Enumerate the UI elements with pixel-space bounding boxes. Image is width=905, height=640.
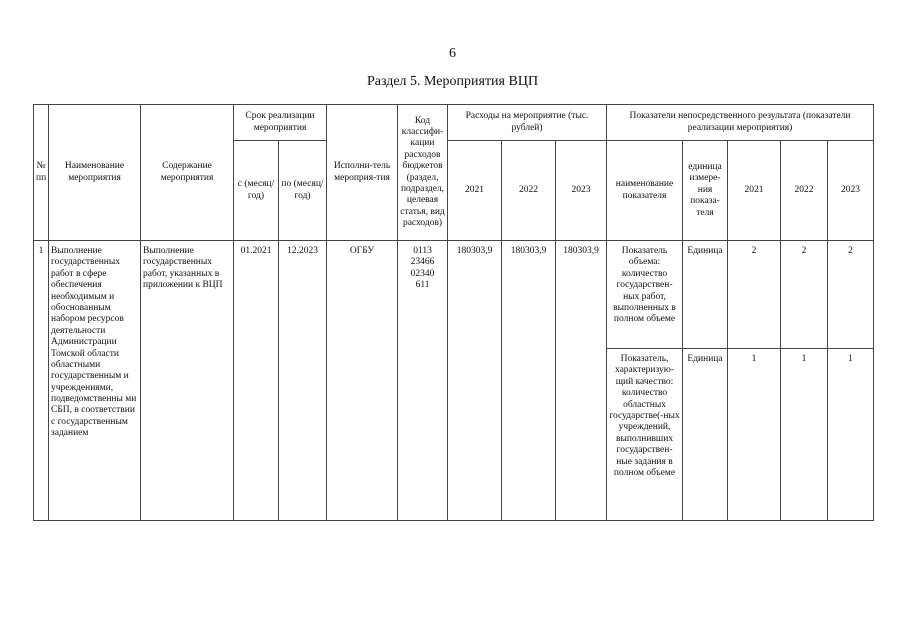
header-ind-2021: 2021 [728,141,781,241]
row-name: Выполнение государственных работ в сфере обеспечения необходимым и обоснованным набором ресурсов деятельности Администрации Томской области областными государственным и учреждениями, подведомственны ми СБП, в соответствии с государственным заданием [49,241,141,521]
header-exp-2021: 2021 [448,141,502,241]
header-indicators: Показатели непосредственного результата (показатели реализации мероприятия) [607,105,874,141]
indicator-2021: 1 [728,349,781,521]
header-period: Срок реализации мероприятия [234,105,327,141]
header-content: Содержание мероприятия [141,105,234,241]
code-line: 611 [415,280,430,291]
indicator-2023: 1 [828,349,874,521]
row-exp-2022: 180303,9 [502,241,556,521]
table-row [34,241,874,349]
row-period-to: 12.2023 [279,241,327,521]
row-code [398,241,448,521]
header-ind-2023: 2023 [828,141,874,241]
indicator-unit: Единица [683,349,728,521]
code-line: 23466 [410,257,435,268]
row-content: Выполнение государственных работ, указанных в приложении к ВЦП [141,241,234,521]
header-ind-unit: единица измере-ния показа-теля [683,141,728,241]
header-executor: Исполни-тель мероприя-тия [327,105,398,241]
code-line: 02340 [410,268,435,279]
code-line: 0113 [413,246,432,256]
header-period-from: с (месяц/ год) [234,141,279,241]
row-period-from: 01.2021 [234,241,279,521]
header-period-to: по (месяц/ год) [279,141,327,241]
indicator-2021: 2 [728,241,781,349]
row-executor: ОГБУ [327,241,398,521]
header-exp-2023: 2023 [556,141,607,241]
header-code: Код классифи-кации расходов бюджетов (раздел, подраздел, целевая статья, вид расходов) [398,105,448,241]
row-exp-2023: 180303,9 [556,241,607,521]
row-num: 1 [34,241,49,521]
indicator-2023: 2 [828,241,874,349]
indicator-unit: Единица [683,241,728,349]
header-num: № пп [34,105,49,241]
row-exp-2021: 180303,9 [448,241,502,521]
header-ind-name: наименование показателя [607,141,683,241]
indicator-2022: 1 [781,349,828,521]
activities-table [33,104,874,521]
page-number: 6 [449,46,456,61]
header-name: Наименование мероприятия [49,105,141,241]
section-title: Раздел 5. Мероприятия ВЦП [366,74,539,89]
indicator-name: Показатель объема: количество государствен-ных работ, выполненных в полном объеме [607,241,683,349]
indicator-name: Показатель, характеризую-щий качество: количество областных государстве(-ных учреждений, выполнивших государствен-ные задания в полном объеме [607,349,683,521]
indicator-2022: 2 [781,241,828,349]
header-exp-2022: 2022 [502,141,556,241]
header-expenses: Расходы на мероприятие (тыс. рублей) [448,105,607,141]
header-ind-2022: 2022 [781,141,828,241]
